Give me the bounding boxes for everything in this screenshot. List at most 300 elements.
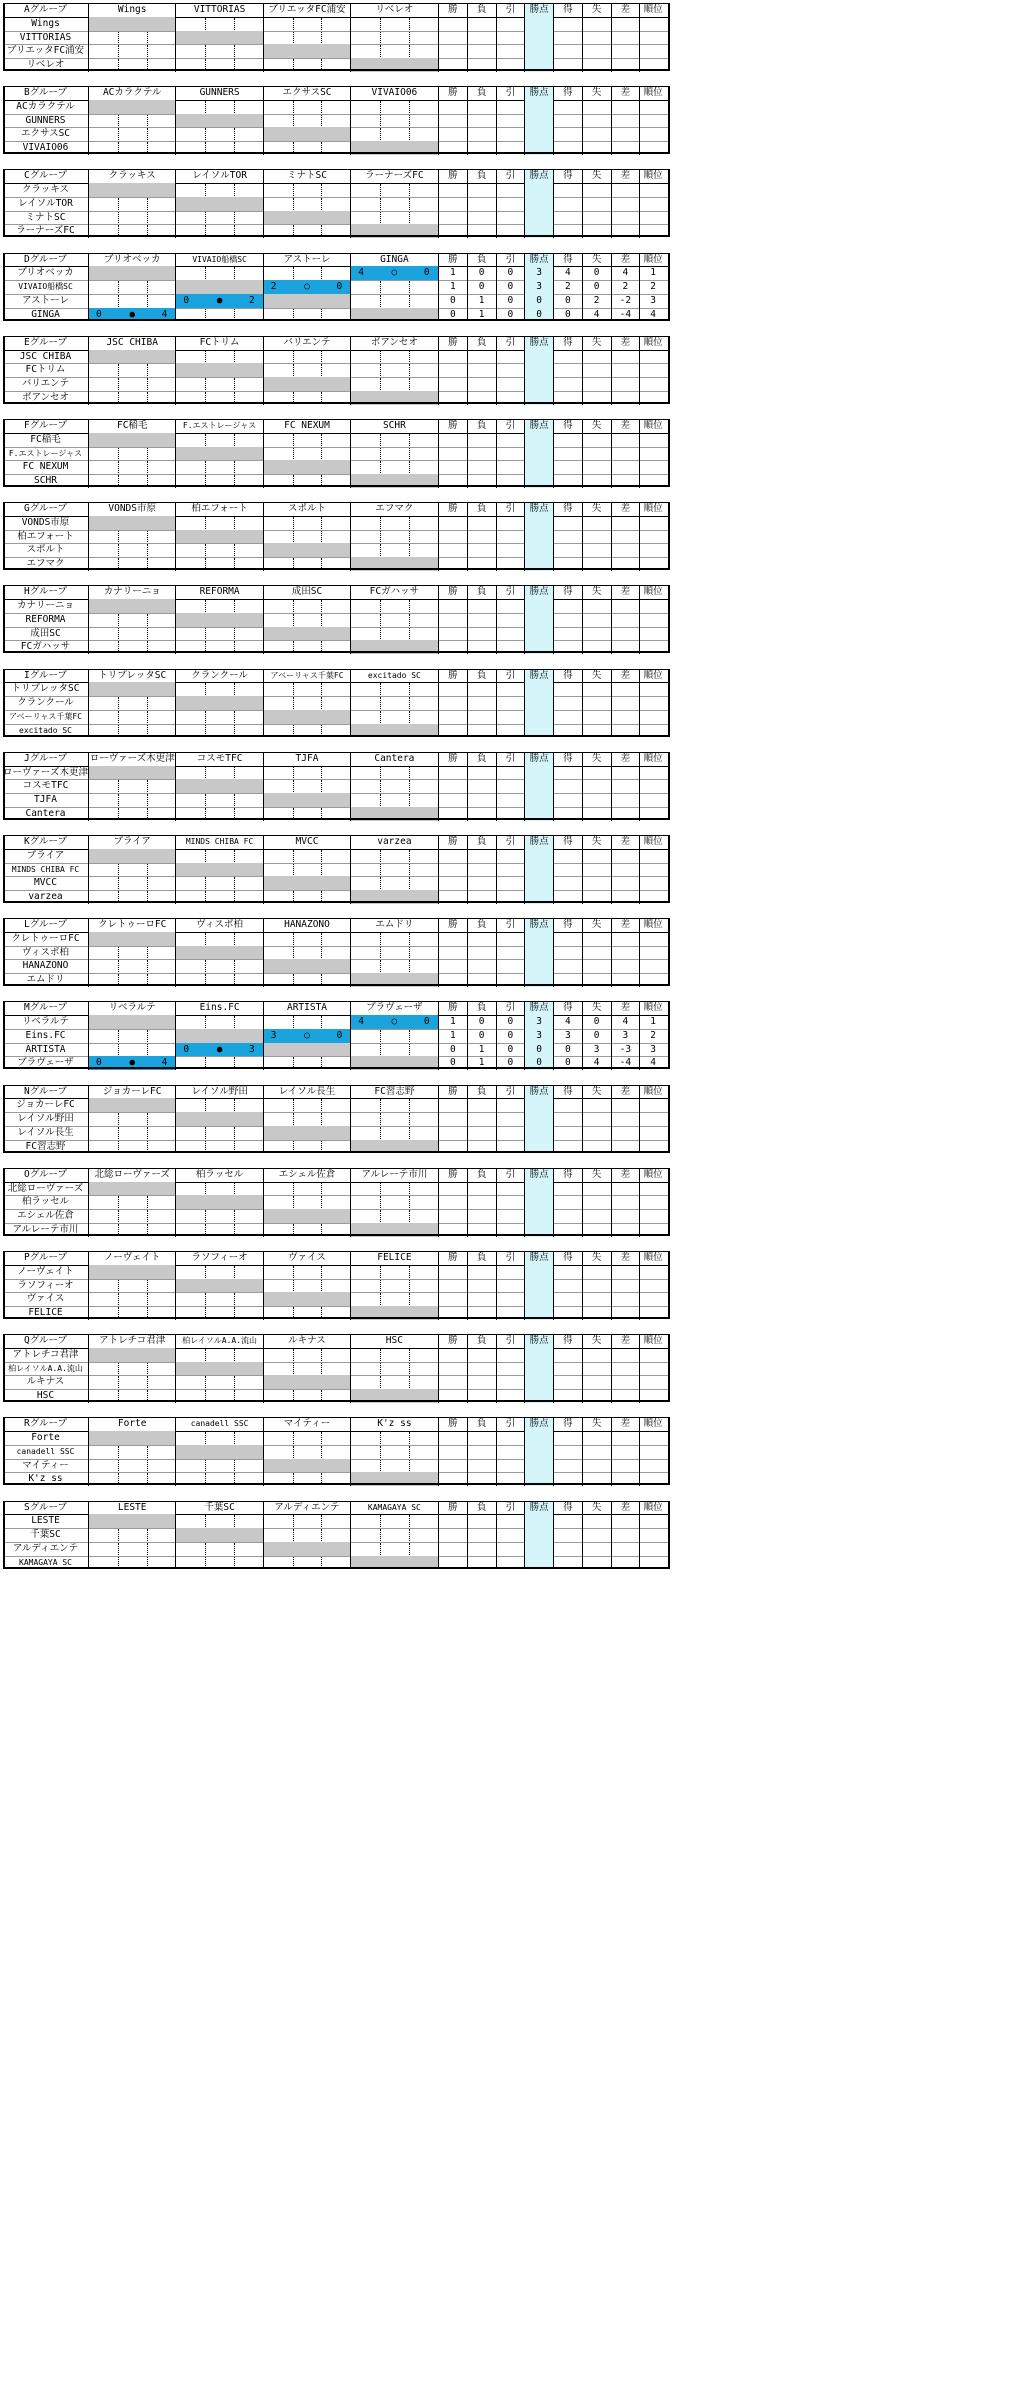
stat-header: 引: [497, 1168, 526, 1182]
win-symbol: ○: [391, 1016, 398, 1028]
team-name-column-header: VONDS市原: [89, 502, 176, 516]
team-name-row: FCトリム: [3, 363, 89, 377]
stat-header: 順位: [643, 253, 663, 265]
group-table: [3, 419, 670, 487]
team-name-column-header: Eins.FC: [176, 1001, 263, 1015]
stat-header: 失: [583, 1417, 612, 1431]
stat-value: 1: [439, 1029, 468, 1043]
stat-header: 引: [497, 502, 526, 516]
group-frame: [3, 1168, 670, 1236]
team-name-column-header: REFORMA: [176, 585, 263, 599]
team-name-column-header: LESTE: [89, 1501, 176, 1515]
stat-value: 1: [439, 280, 468, 294]
stat-header: 差: [612, 1417, 641, 1431]
team-name-row: レイソルTOR: [3, 197, 89, 211]
group-frame: [3, 502, 670, 570]
group-frame: [3, 835, 670, 903]
stat-header: 順位: [643, 87, 663, 99]
team-name-column-header: VIVAIO船橋SC: [176, 253, 263, 267]
team-name-column-header: varzea: [351, 835, 438, 849]
stat-header: 負: [468, 1334, 497, 1348]
stat-value: 2: [583, 294, 612, 308]
stat-header: 差: [612, 835, 641, 849]
team-name-row: VITTORIAS: [3, 31, 89, 45]
team-name-row: FC NEXUM: [3, 460, 89, 474]
loss-symbol: ●: [129, 1057, 136, 1069]
stat-header: 勝点: [525, 918, 554, 932]
team-name-column-header: レイソルTOR: [176, 169, 263, 183]
group-label: Gグループ: [3, 502, 89, 516]
stat-value: 1: [468, 1043, 497, 1057]
stat-header: 勝: [439, 419, 468, 433]
team-name-row: エクサスSC: [3, 127, 89, 141]
stat-header: 得: [554, 3, 583, 17]
stat-value: 0: [583, 266, 612, 280]
stat-header: 勝点: [525, 1001, 554, 1015]
goals-against: 0: [336, 1029, 343, 1041]
stat-header: 失: [583, 585, 612, 599]
stat-header: 順位: [643, 1252, 663, 1263]
loss-symbol: ●: [129, 308, 136, 320]
team-name-row: プライア: [3, 849, 89, 863]
stat-value: 0: [525, 308, 554, 322]
stat-header: 勝: [439, 1334, 468, 1348]
team-name-column-header: ヴァイス: [264, 1251, 351, 1265]
goals-against: 3: [249, 1043, 255, 1055]
team-name-row: アベーリャス千葉FC: [3, 710, 89, 724]
stat-header: 負: [468, 669, 497, 683]
team-name-column-header: クランクール: [176, 669, 263, 683]
team-name-row: コスモTFC: [3, 779, 89, 793]
stat-header: 引: [497, 336, 526, 350]
stat-header: 順位: [643, 752, 663, 764]
team-name-row: エシェル佐倉: [3, 1209, 89, 1223]
team-name-column-header: アベーリャス千葉FC: [264, 669, 351, 683]
stat-header: 差: [612, 1251, 641, 1265]
stat-header: 順位: [643, 1501, 663, 1513]
stat-header: 順位: [643, 170, 663, 182]
stat-header: 負: [468, 502, 497, 516]
stat-header: 勝点: [525, 86, 554, 100]
stat-header: 得: [554, 169, 583, 183]
team-name-row: SCHR: [3, 474, 89, 488]
stat-header: 失: [583, 1501, 612, 1515]
stat-header: 差: [612, 1168, 641, 1182]
goals-against: 0: [336, 281, 343, 293]
team-name-column-header: GINGA: [351, 253, 438, 267]
team-name-row: VIVAIO06: [3, 141, 89, 155]
stat-header: 負: [468, 1085, 497, 1099]
stat-header: 勝点: [525, 336, 554, 350]
team-name-column-header: トリプレッタSC: [89, 669, 176, 683]
stat-header: 得: [554, 835, 583, 849]
stat-header: 負: [468, 336, 497, 350]
stat-header: 得: [554, 1334, 583, 1348]
stat-header: 引: [497, 1417, 526, 1431]
stat-header: 順位: [643, 4, 663, 15]
group-frame: [3, 1251, 670, 1319]
team-name-row: ローヴァーズ木更津: [3, 766, 88, 778]
goals-for: 0: [96, 308, 102, 320]
team-name-column-header: ローヴァーズ木更津: [89, 752, 175, 764]
stat-header: 順位: [643, 1168, 663, 1180]
group-table: [3, 1085, 670, 1153]
stat-value: 0: [554, 1043, 583, 1057]
team-name-row: ARTISTA: [3, 1043, 89, 1057]
goals-for: 3: [270, 1029, 277, 1041]
stat-header: 勝点: [525, 1334, 554, 1348]
team-name-row: エムドリ: [3, 973, 89, 987]
stat-header: 勝点: [525, 1168, 554, 1182]
team-name-column-header: ボアンセオ: [351, 336, 438, 350]
group-label: Lグループ: [3, 918, 89, 932]
team-name-column-header: 柏ラッセル: [176, 1168, 263, 1182]
team-name-column-header: FCトリム: [176, 336, 263, 350]
stat-value: 3: [525, 280, 554, 294]
team-name-column-header: FC NEXUM: [264, 419, 351, 433]
win-symbol: ○: [304, 281, 310, 293]
stat-value: 2: [650, 1029, 656, 1041]
stat-header: 失: [583, 86, 612, 100]
team-name-column-header: VITTORIAS: [176, 3, 263, 17]
team-name-row: GUNNERS: [3, 114, 89, 128]
group-label: Nグループ: [3, 1085, 89, 1099]
stat-header: 差: [612, 86, 641, 100]
group-table: [3, 918, 670, 986]
stat-header: 順位: [643, 1085, 663, 1097]
stat-value: 0: [497, 266, 526, 280]
stat-header: 引: [497, 752, 526, 766]
team-name-column-header: エシェル佐倉: [264, 1168, 351, 1182]
team-name-row: VIVAIO船橋SC: [3, 280, 89, 294]
group-frame: [3, 86, 670, 154]
team-name-column-header: F.エストレージャス: [176, 419, 263, 433]
team-name-row: 北総ローヴァーズ: [3, 1182, 89, 1196]
stat-header: 順位: [643, 836, 663, 847]
team-name-column-header: ラソフィーオ: [176, 1251, 263, 1265]
stat-header: 差: [612, 585, 641, 599]
team-name-row: ラソフィーオ: [3, 1279, 89, 1293]
goals-against: 4: [161, 1057, 168, 1069]
group-label: Qグループ: [3, 1334, 89, 1348]
stat-header: 差: [612, 1001, 641, 1015]
group-label: Jグループ: [3, 752, 89, 766]
team-name-row: ヴァイス: [3, 1292, 89, 1306]
stat-header: 順位: [643, 1002, 663, 1014]
team-name-column-header: SCHR: [351, 419, 438, 433]
stat-value: 0: [439, 294, 468, 308]
team-name-row: クランクール: [3, 696, 89, 710]
team-name-row: ヴィスポ柏: [3, 946, 89, 960]
stat-header: 順位: [643, 503, 663, 515]
team-name-row: 柏レイソルA.A.流山: [3, 1362, 89, 1376]
stat-header: 順位: [643, 586, 663, 598]
team-name-row: REFORMA: [3, 613, 89, 627]
team-name-column-header: アストーレ: [264, 253, 351, 267]
team-name-row: クラッキス: [3, 183, 89, 197]
team-name-column-header: ブリエッタFC浦安: [264, 3, 351, 17]
team-name-column-header: アルディエンテ: [264, 1501, 351, 1515]
stat-value: 3: [650, 294, 656, 306]
group-table: [3, 502, 670, 570]
stat-header: 失: [583, 752, 612, 766]
stat-header: 得: [554, 752, 583, 766]
stat-header: 引: [497, 1334, 526, 1348]
stat-header: 負: [468, 585, 497, 599]
stat-header: 差: [612, 3, 641, 17]
stat-header: 勝点: [525, 1417, 554, 1431]
team-name-row: FELICE: [3, 1306, 89, 1320]
stat-header: 得: [554, 253, 583, 267]
stat-value: 0: [554, 1056, 583, 1070]
stat-value: 4: [612, 266, 641, 280]
stat-header: 失: [583, 502, 612, 516]
team-name-column-header: ブリオベッカ: [89, 253, 176, 267]
stat-value: 3: [525, 266, 554, 280]
team-name-column-header: FC稲毛: [89, 419, 176, 433]
team-name-column-header: K'z ss: [351, 1417, 438, 1431]
stat-header: 差: [612, 419, 641, 433]
team-name-row: MINDS CHIBA FC: [3, 863, 89, 877]
stat-value: 3: [612, 1029, 641, 1043]
stat-header: 失: [583, 336, 612, 350]
group-frame: [3, 336, 670, 404]
team-name-column-header: KAMAGAYA SC: [351, 1501, 438, 1515]
group-label: Rグループ: [3, 1417, 89, 1431]
stat-header: 順位: [643, 1418, 663, 1430]
team-name-column-header: MVCC: [264, 835, 351, 849]
team-name-column-header: TJFA: [264, 752, 351, 766]
group-label: Cグループ: [3, 169, 89, 183]
stat-header: 差: [612, 502, 641, 516]
team-name-column-header: バリエンテ: [264, 336, 351, 350]
team-name-column-header: 千葉SC: [176, 1501, 263, 1515]
team-name-column-header: Cantera: [351, 752, 438, 766]
group-label: Kグループ: [3, 835, 89, 849]
team-name-row: ブラヴェーザ: [3, 1056, 89, 1070]
group-table: [3, 1251, 670, 1319]
stat-header: 勝: [439, 1168, 468, 1182]
stat-header: 負: [468, 86, 497, 100]
team-name-column-header: スポルト: [264, 502, 351, 516]
team-name-row: ボアンセオ: [3, 391, 89, 405]
stat-value: 3: [650, 1043, 656, 1055]
team-name-row: アルディエンテ: [3, 1542, 89, 1556]
stat-header: 差: [612, 1501, 641, 1515]
stat-header: 失: [583, 918, 612, 932]
stat-header: 引: [497, 1085, 526, 1099]
team-name-row: クレトゥーロFC: [3, 932, 89, 946]
stat-value: 1: [439, 266, 468, 280]
team-name-column-header: ノーヴェイト: [89, 1251, 176, 1265]
team-name-column-header: ヴィスポ柏: [176, 918, 263, 932]
team-name-row: ブリオベッカ: [3, 266, 89, 280]
goals-against: 0: [423, 267, 430, 279]
stat-header: 得: [554, 1168, 583, 1182]
team-name-column-header: excitado SC: [351, 669, 438, 683]
win-symbol: ○: [304, 1029, 310, 1041]
team-name-column-header: MINDS CHIBA FC: [176, 835, 263, 849]
stat-value: 0: [497, 308, 526, 322]
stat-header: 得: [554, 669, 583, 683]
team-name-row: TJFA: [3, 793, 89, 807]
team-name-row: HSC: [3, 1389, 89, 1403]
loss-symbol: ●: [216, 1043, 223, 1055]
goals-for: 0: [183, 294, 190, 306]
team-name-column-header: HANAZONO: [264, 918, 351, 932]
group-frame: [3, 918, 670, 986]
stat-header: 勝点: [525, 669, 554, 683]
stat-value: 1: [468, 308, 497, 322]
stat-header: 勝: [439, 585, 468, 599]
group-table: [3, 86, 670, 154]
stat-value: 4: [612, 1015, 641, 1029]
team-name-row: レイソル野田: [3, 1112, 89, 1126]
group-frame: [3, 585, 670, 653]
stat-value: 4: [583, 1056, 612, 1070]
stat-header: 勝点: [525, 585, 554, 599]
team-name-row: バリエンテ: [3, 377, 89, 391]
stat-value: 4: [583, 308, 612, 322]
stat-header: 順位: [643, 669, 663, 681]
stat-value: 4: [650, 1057, 656, 1069]
stat-header: 失: [583, 1168, 612, 1182]
group-label: Hグループ: [3, 585, 89, 599]
stat-header: 引: [497, 253, 526, 267]
stat-value: 0: [497, 1029, 526, 1043]
group-table: [3, 169, 670, 237]
stat-header: 引: [497, 1501, 526, 1515]
group-frame: [3, 253, 670, 321]
stat-header: 得: [554, 502, 583, 516]
goals-against: 4: [161, 308, 168, 320]
stat-header: 勝点: [525, 3, 554, 17]
team-name-column-header: FCガハッサ: [351, 585, 438, 599]
stat-header: 失: [583, 835, 612, 849]
stat-value: 0: [497, 294, 526, 308]
team-name-column-header: プライア: [89, 835, 176, 849]
stat-header: 引: [497, 585, 526, 599]
group-table: [3, 669, 670, 737]
stat-value: 0: [525, 1056, 554, 1070]
stat-value: 4: [650, 308, 656, 320]
team-name-row: JSC CHIBA: [3, 350, 89, 364]
stat-header: 勝: [439, 502, 468, 516]
team-name-row: HANAZONO: [3, 959, 89, 973]
team-name-row: ラーナーズFC: [3, 224, 89, 238]
team-name-row: ACカラクテル: [3, 100, 89, 114]
team-name-row: アトレチコ君津: [3, 1348, 89, 1362]
stat-header: 得: [554, 1417, 583, 1431]
stat-value: 4: [554, 266, 583, 280]
group-frame: [3, 1501, 670, 1569]
stat-header: 勝: [439, 3, 468, 17]
team-name-column-header: エフマク: [351, 502, 438, 516]
team-name-row: ノーヴェイト: [3, 1265, 89, 1279]
stat-value: 3: [525, 1015, 554, 1029]
stat-header: 負: [468, 918, 497, 932]
team-name-column-header: エクサスSC: [264, 86, 351, 100]
stat-value: 0: [497, 280, 526, 294]
league-standings-page: [0, 0, 672, 1575]
stat-value: 0: [439, 1043, 468, 1057]
stat-header: 差: [612, 918, 641, 932]
team-name-column-header: VIVAIO06: [351, 86, 438, 100]
stat-value: 1: [650, 1016, 656, 1028]
team-name-column-header: Wings: [89, 3, 176, 17]
stat-header: 負: [468, 1251, 497, 1265]
stat-header: 勝: [439, 1501, 468, 1515]
team-name-row: アストーレ: [3, 294, 89, 308]
team-name-column-header: エムドリ: [351, 918, 438, 932]
team-name-column-header: アルレーテ市川: [351, 1168, 438, 1182]
stat-header: 得: [554, 585, 583, 599]
stat-header: 勝: [439, 669, 468, 683]
team-name-column-header: 柏レイソルA.A.流山: [176, 1334, 263, 1348]
stat-header: 失: [583, 169, 612, 183]
stat-value: 0: [525, 1043, 554, 1057]
team-name-row: リベレオ: [3, 58, 89, 72]
team-name-row: MVCC: [3, 876, 89, 890]
group-table: [3, 1417, 670, 1485]
team-name-row: KAMAGAYA SC: [3, 1556, 89, 1570]
team-name-row: Eins.FC: [3, 1029, 89, 1043]
stat-header: 差: [612, 752, 641, 766]
team-name-column-header: FELICE: [351, 1251, 438, 1265]
stat-value: 2: [650, 281, 656, 293]
stat-header: 引: [497, 419, 526, 433]
group-frame: [3, 752, 670, 820]
stat-header: 差: [612, 1334, 641, 1348]
team-name-column-header: ミナトSC: [264, 169, 351, 183]
stat-header: 失: [583, 3, 612, 17]
goals-against: 0: [423, 1016, 430, 1028]
team-name-row: 成田SC: [3, 627, 89, 641]
goals-for: 4: [358, 1016, 364, 1028]
stat-header: 差: [612, 336, 641, 350]
stat-header: 得: [554, 1085, 583, 1099]
group-frame: [3, 669, 670, 737]
stat-header: 負: [468, 419, 497, 433]
group-frame: [3, 1001, 670, 1069]
team-name-column-header: FC習志野: [351, 1085, 438, 1099]
stat-header: 負: [468, 1501, 497, 1515]
stat-value: 2: [554, 280, 583, 294]
stat-value: 0: [583, 1015, 612, 1029]
stat-header: 得: [554, 918, 583, 932]
group-frame: [3, 1417, 670, 1485]
stat-header: 得: [554, 1501, 583, 1515]
team-name-row: トリプレッタSC: [3, 682, 89, 696]
stat-value: -4: [612, 308, 641, 322]
team-name-column-header: ルキナス: [264, 1334, 351, 1348]
group-label: Dグループ: [3, 253, 89, 267]
stat-value: 0: [554, 308, 583, 322]
team-name-column-header: HSC: [351, 1334, 438, 1348]
stat-header: 勝: [439, 1251, 468, 1265]
team-name-column-header: ブラヴェーザ: [351, 1001, 438, 1015]
stat-header: 負: [468, 1001, 497, 1015]
stat-header: 負: [468, 1168, 497, 1182]
stat-header: 勝点: [525, 1251, 554, 1265]
team-name-row: varzea: [3, 890, 89, 904]
team-name-row: ジョカーレFC: [3, 1098, 89, 1112]
team-name-column-header: 柏エフォート: [176, 502, 263, 516]
stat-value: 0: [468, 1015, 497, 1029]
stat-header: 差: [612, 169, 641, 183]
group-table: [3, 752, 670, 820]
team-name-column-header: レイソル野田: [176, 1085, 263, 1099]
